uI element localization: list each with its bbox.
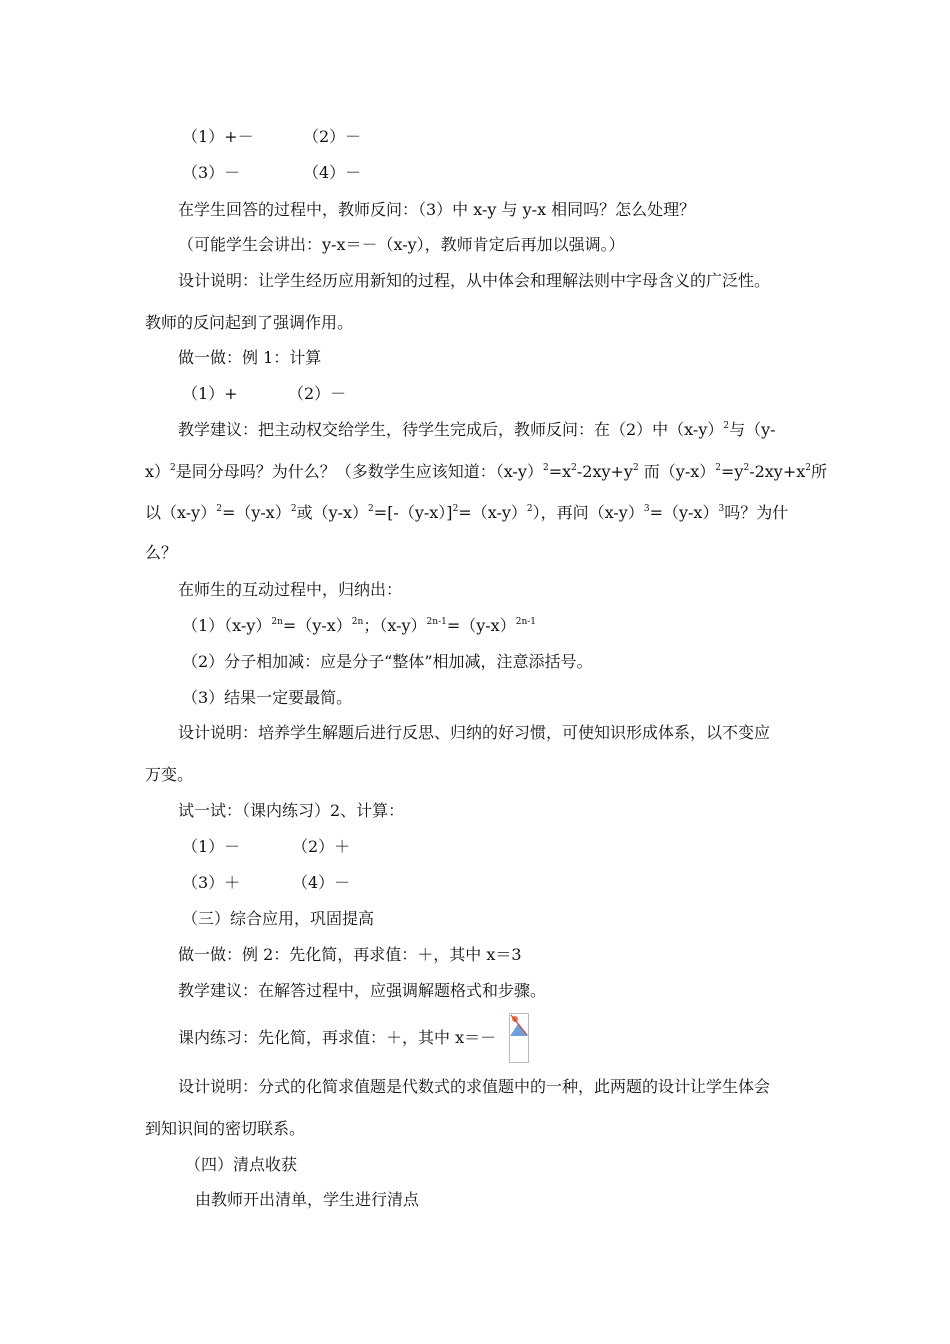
- superscript: 2: [571, 463, 577, 473]
- exercise-row-1: [182, 126, 254, 148]
- exercise-1: （1）+－: [182, 127, 254, 146]
- paragraph-teaching-advice-1-cont: [145, 461, 827, 483]
- superscript: 2n-1: [515, 617, 537, 627]
- exercise-3: （3）－: [182, 163, 241, 182]
- summary-item-3: （3）结果一定要最简。: [182, 688, 353, 707]
- exercise-2: （2）－: [303, 127, 362, 146]
- superscript: 2: [368, 504, 374, 514]
- paragraph-design-note-3: 设计说明：分式的化简求值题是代数式的求值题中的一种，此两题的设计让学生体会: [178, 1077, 771, 1096]
- paragraph-in-class-practice: 课内练习：先化简，再求值：＋，其中 x＝－: [178, 1028, 497, 1047]
- paragraph-summary-intro: 在师生的互动过程中，归纳出：: [178, 580, 403, 599]
- superscript: 2: [715, 463, 721, 473]
- section-heading-3: （三）综合应用，巩固提高: [182, 909, 375, 928]
- text-run: 是同分母吗？为什么？（多数学生应该知道：（x-y）: [175, 462, 543, 481]
- paragraph-design-note-3-cont: 到知识间的密切联系。: [145, 1119, 306, 1138]
- superscript: 2: [743, 463, 750, 473]
- superscript: 2: [452, 504, 459, 514]
- superscript: 2n-1: [426, 617, 447, 627]
- paragraph-student-answer: （可能学生会讲出：y-x＝－（x-y），教师肯定后再加以强调。）: [178, 235, 625, 254]
- practice-item-4: （4）－: [292, 873, 351, 892]
- superscript: 2: [170, 463, 176, 473]
- superscript: 2: [216, 504, 222, 514]
- text-run: 吗？为什: [724, 503, 789, 522]
- superscript: 3: [643, 504, 650, 514]
- text-run: 以（x-y）: [145, 503, 217, 522]
- text-run: =（y-x）: [282, 616, 352, 635]
- exercise-4: （4）－: [303, 163, 362, 182]
- paragraph-example-2: 做一做：例 2：先化简，再求值：＋，其中 x＝3: [178, 945, 522, 964]
- paragraph-teaching-advice-1-end: 么？: [145, 543, 178, 562]
- text-run: x）: [145, 462, 171, 481]
- example-1-item-2: （2）－: [288, 384, 347, 403]
- practice-item-3: （3）＋: [182, 873, 241, 892]
- paragraph-teaching-advice-2: 教学建议：在解答过程中，应强调解题格式和步骤。: [178, 981, 547, 1000]
- section-heading-4: （四）清点收获: [185, 1155, 298, 1174]
- broken-image-icon: [509, 1013, 529, 1063]
- superscript: 2n: [351, 617, 364, 627]
- paragraph-practice-2: 试一试：（课内练习）2、计算：: [178, 801, 405, 820]
- exercise-row-2: [182, 162, 240, 184]
- paragraph-teaching-advice-1: [178, 419, 776, 441]
- superscript: 2: [526, 504, 533, 514]
- text-run: 与（y-: [729, 420, 776, 439]
- text-run: =（y-x）: [221, 503, 291, 522]
- superscript: 2: [632, 463, 639, 473]
- text-run: 而（y-x）: [638, 462, 716, 481]
- paragraph-closing: 由教师开出清单，学生进行清点: [195, 1190, 420, 1209]
- text-run: =（x-y）: [458, 503, 527, 522]
- text-run: （1）（x-y）: [182, 616, 272, 635]
- text-run: =y: [721, 462, 744, 481]
- text-run: =（y-x）: [649, 503, 719, 522]
- text-run: 所: [811, 462, 828, 481]
- practice-item-1: （1）－: [182, 837, 241, 856]
- paragraph-teaching-advice-1-cont2: [145, 502, 788, 524]
- summary-item-1: [182, 615, 536, 637]
- superscript: 2: [290, 504, 297, 514]
- text-run: ），再问（x-y）: [532, 503, 644, 522]
- text-run: 或（y-x）: [296, 503, 369, 522]
- superscript: 3: [718, 504, 725, 514]
- exercise-2-wrap: [303, 126, 361, 148]
- summary-item-2: （2）分子相加减：应是分子“整体”相加减，注意添括号。: [182, 652, 593, 671]
- paragraph-design-note-2: 设计说明：培养学生解题后进行反思、归纳的好习惯，可使知识形成体系，以不变应: [178, 723, 771, 742]
- text-run: =x: [548, 462, 572, 481]
- text-run: -2xy+x: [749, 462, 806, 481]
- paragraph-teacher-question: 在学生回答的过程中，教师反问：（3）中 x-y 与 y-x 相同吗？怎么处理？: [178, 200, 696, 219]
- paragraph-design-note-1: 设计说明：让学生经历应用新知的过程，从中体会和理解法则中字母含义的广泛性。: [178, 271, 771, 290]
- example-1-item-1: （1）+: [182, 384, 238, 403]
- text-run: =[-（y-x）]: [373, 503, 453, 522]
- superscript: 2: [805, 463, 811, 473]
- paragraph-design-note-2-cont: 万变。: [145, 765, 194, 784]
- paragraph-design-note-1-cont: 教师的反问起到了强调作用。: [145, 313, 354, 332]
- text-run: ；（x-y）: [363, 616, 427, 635]
- exercise-4-wrap: [303, 162, 361, 184]
- text-run: =（y-x）: [446, 616, 516, 635]
- superscript: 2: [542, 463, 549, 473]
- paragraph-example-1: 做一做：例 1：计算: [178, 348, 322, 367]
- text-run: -2xy+y: [576, 462, 633, 481]
- text-run: 教学建议：把主动权交给学生，待学生完成后，教师反问：在（2）中（x-y）: [178, 420, 724, 439]
- superscript: 2: [723, 421, 730, 431]
- superscript: 2n: [271, 617, 283, 627]
- practice-item-2: （2）＋: [292, 837, 351, 856]
